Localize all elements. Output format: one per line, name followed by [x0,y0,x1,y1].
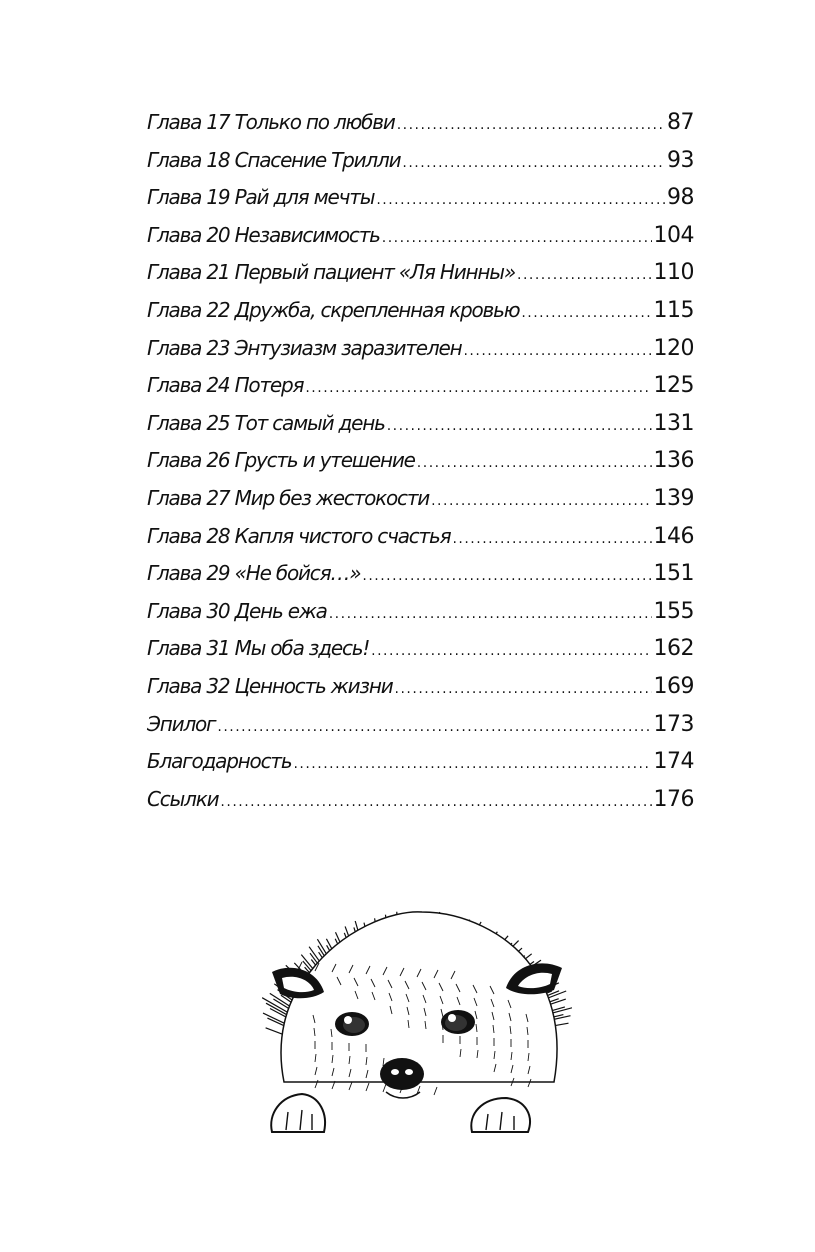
toc-entry-title: Глава 24 Потеря [147,373,304,398]
toc-entry-title: Эпилог [147,711,216,736]
toc-dot-leader [431,493,651,509]
hedgehog-right-eye [441,1010,475,1034]
toc-dot-leader [305,380,651,396]
toc-entry-page: 162 [653,636,694,662]
toc-entry [147,110,694,148]
toc-dot-leader [329,606,652,622]
hedgehog-icon [262,892,572,1138]
toc-entry-page: 131 [653,410,694,436]
toc-dot-leader [362,568,651,584]
toc-entry-page: 174 [653,749,694,775]
toc-entry-page: 173 [653,711,694,737]
toc-entry-title: Глава 32 Ценность жизни [147,673,393,698]
toc-entry-title: Глава 31 Мы оба здесь! [147,636,370,661]
toc-entry [147,674,694,712]
toc-entry [147,185,694,223]
toc-entry-title: Глава 26 Грусть и утешение [147,448,415,473]
toc-entry [147,787,694,825]
toc-entry-page: 87 [667,110,694,135]
toc-entry-page: 98 [667,185,694,211]
toc-entry [147,148,694,186]
table-of-contents [147,110,694,824]
toc-dot-leader [417,455,652,471]
toc-dot-leader [382,230,652,246]
hedgehog-left-paw [271,1094,325,1132]
hedgehog-right-paw [471,1098,530,1132]
hedgehog-body [281,912,557,1082]
toc-dot-leader [376,192,665,208]
toc-entry-title: Ссылки [147,786,219,811]
toc-dot-leader [217,719,651,735]
toc-entry [147,524,694,562]
toc-entry-page: 139 [653,485,694,511]
toc-entry [147,373,694,411]
toc-entry [147,298,694,336]
toc-dot-leader [395,681,652,697]
toc-entry [147,636,694,674]
toc-entry-page: 169 [653,673,694,699]
toc-entry [147,561,694,599]
toc-entry-title: Глава 23 Энтузиазм заразителен [147,335,462,360]
toc-entry-page: 120 [653,335,694,361]
toc-dot-leader [521,305,651,321]
toc-entry-title: Глава 27 Мир без жестокости [147,485,430,510]
toc-entry-title: Глава 18 Спасение Трилли [147,147,401,172]
toc-entry-page: 176 [653,786,694,812]
toc-dot-leader [517,267,652,283]
toc-entry-page: 155 [653,598,694,624]
toc-entry-title: Глава 21 Первый пациент «Ля Нинны» [147,260,515,285]
toc-entry [147,260,694,298]
toc-entry [147,749,694,787]
toc-entry [147,223,694,261]
toc-entry-title: Глава 29 «Не бойся…» [147,561,361,586]
toc-entry [147,448,694,486]
toc-entry [147,336,694,374]
toc-entry-page: 146 [653,523,694,549]
toc-entry-page: 93 [667,147,694,173]
toc-dot-leader [397,117,665,133]
toc-entry-page: 115 [653,297,694,323]
toc-dot-leader [463,343,651,359]
toc-entry-title: Глава 22 Дружба, скрепленная кровью [147,297,520,322]
toc-dot-leader [387,418,652,434]
toc-entry-title: Глава 17 Только по любви [147,110,395,134]
toc-dot-leader [402,155,665,171]
toc-entry-page: 136 [653,448,694,474]
toc-entry-title: Глава 30 День ежа [147,598,327,623]
toc-dot-leader [293,756,651,772]
hedgehog-left-eye [335,1012,369,1036]
toc-dot-leader [452,531,651,547]
toc-entry [147,712,694,750]
toc-entry-page: 125 [653,373,694,399]
toc-entry-title: Глава 20 Независимость [147,222,380,247]
toc-entry [147,486,694,524]
toc-dot-leader [371,643,651,659]
toc-entry-title: Глава 19 Рай для мечты [147,185,375,210]
toc-dot-leader [220,794,651,810]
toc-entry [147,411,694,449]
toc-entry-page: 151 [653,561,694,587]
toc-entry-title: Благодарность [147,749,292,774]
toc-entry-title: Глава 28 Капля чистого счастья [147,523,451,548]
toc-entry-page: 110 [653,260,694,286]
toc-entry [147,599,694,637]
toc-entry-page: 104 [653,222,694,248]
toc-entry-title: Глава 25 Тот самый день [147,410,385,435]
